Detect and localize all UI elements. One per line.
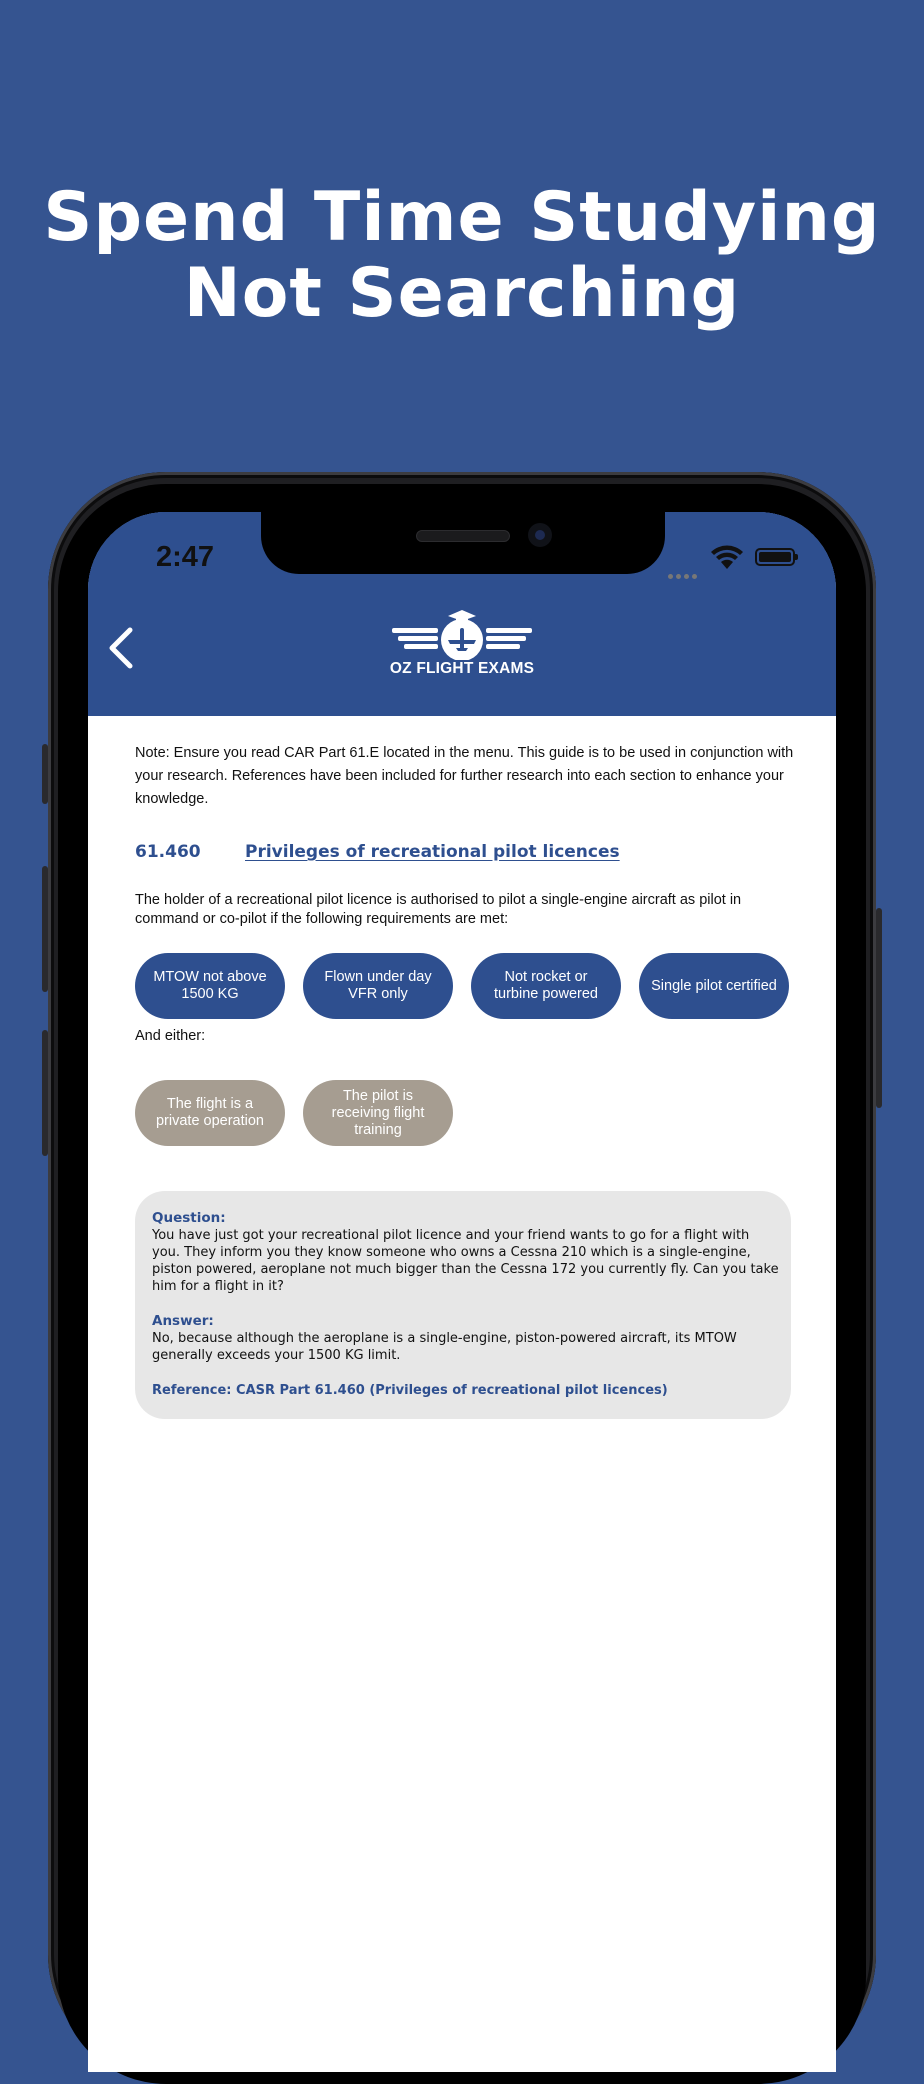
question-label: Question: [152, 1210, 226, 1226]
section-number: 61.460 [135, 842, 201, 862]
wifi-icon [710, 544, 744, 575]
battery-icon [755, 548, 795, 566]
phone-volume-up [42, 866, 48, 992]
qa-card [135, 1191, 791, 1419]
speaker-grille [416, 530, 510, 542]
either-label: And either: [135, 1028, 206, 1044]
promo-headline [0, 180, 924, 332]
option-pill[interactable]: The flight is a private operation [135, 1080, 285, 1146]
requirements-row [135, 953, 807, 1019]
intro-text: The holder of a recreational pilot licence is authorised to pilot a single-engine aircraft as pilot in command or co-pilot if the following requirements are met: [135, 892, 742, 927]
reference-link[interactable]: Reference: CASR Part 61.460 (Privileges of recreational pilot licences) [152, 1383, 668, 1398]
back-button[interactable] [102, 624, 138, 672]
option-pill[interactable]: The pilot is receiving flight training [303, 1080, 453, 1146]
phone-side-button [42, 744, 48, 804]
plane-wings-icon [386, 610, 538, 660]
requirement-pill[interactable]: Not rocket or turbine powered [471, 953, 621, 1019]
status-time: 2:47 [156, 541, 215, 573]
headline-line-1: Spend Time Studying [43, 178, 881, 257]
section-title: Privileges of recreational pilot licences [245, 842, 620, 862]
phone-screen [88, 512, 836, 2072]
section-heading[interactable] [135, 842, 620, 862]
notch-overlay [261, 512, 665, 574]
requirement-pill[interactable]: Flown under day VFR only [303, 953, 453, 1019]
requirement-pill[interactable]: Single pilot certified [639, 953, 789, 1019]
camera-lens [528, 523, 552, 547]
signal-icon [668, 566, 700, 584]
phone-power-button [876, 908, 882, 1108]
answer-label: Answer: [152, 1313, 214, 1329]
brand-name: OZ FLIGHT EXAMS [389, 660, 535, 677]
phone-volume-down [42, 1030, 48, 1156]
answer-text: No, because although the aeroplane is a single-engine, piston-powered aircraft, its MTOW generally exceeds your 1500 KG limit. [152, 1331, 737, 1363]
either-options-row [135, 1080, 471, 1146]
headline-line-2: Not Searching [183, 254, 741, 333]
requirement-pill[interactable]: MTOW not above 1500 KG [135, 953, 285, 1019]
question-text: You have just got your recreational pilot licence and your friend wants to go for a flight with you. They inform you they know someone who owns a Cessna 210 which is a single-engine, piston powered, aeroplane not much bigger than the Cessna 172 you currently fly. Can you take him for a flight in it? [152, 1228, 779, 1294]
guide-content [135, 742, 795, 1398]
note-text: Note: Ensure you read CAR Part 61.E located in the menu. This guide is to be used in conjunction with your research. References have been included for further research into each section to enhance your knowledge. [135, 745, 794, 807]
chevron-left-icon [102, 624, 138, 672]
app-logo [386, 610, 538, 686]
